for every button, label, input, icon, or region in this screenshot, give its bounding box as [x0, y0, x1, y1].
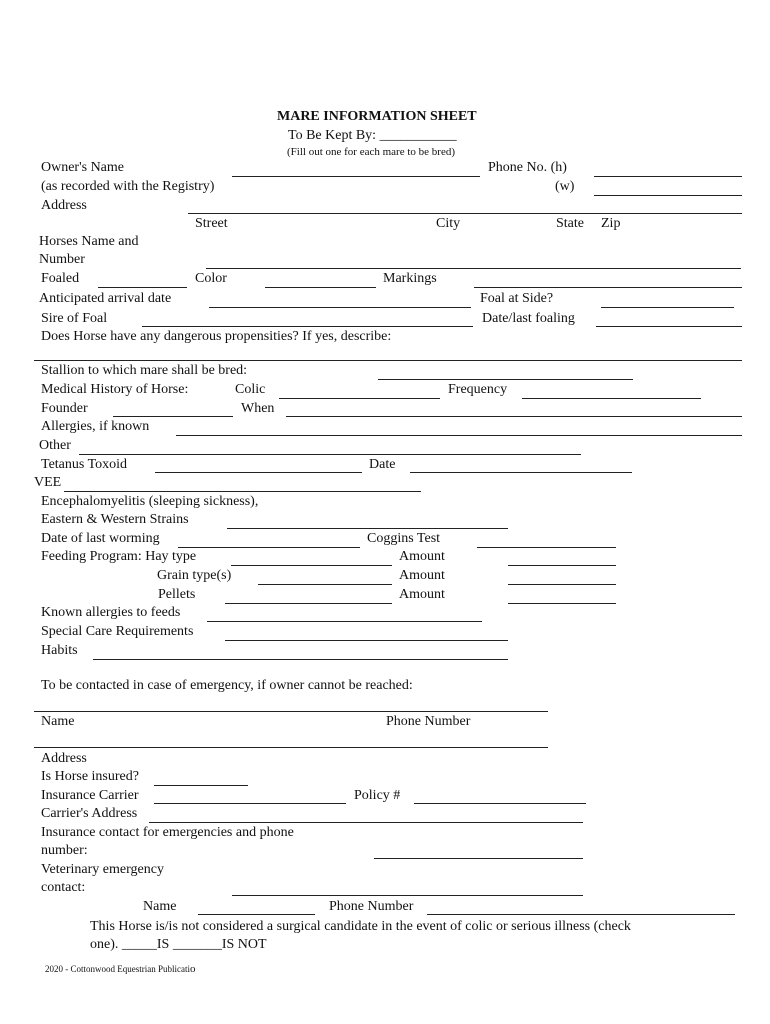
color-label: Color [195, 271, 227, 286]
foal-side-field[interactable] [601, 307, 734, 308]
coggins-label: Coggins Test [367, 531, 441, 546]
eastern-western-label: Eastern & Western Strains [41, 512, 189, 527]
vet-phone-label: Phone Number [329, 899, 414, 914]
grain-type-field[interactable] [258, 584, 392, 585]
markings-label: Markings [383, 271, 437, 286]
vet-name-field[interactable] [198, 914, 315, 915]
last-foaling-label: Date/last foaling [482, 311, 575, 326]
allergies-field[interactable] [176, 435, 742, 436]
other-field[interactable] [79, 454, 581, 455]
sire-label: Sire of Foal [41, 311, 108, 326]
grain-amount-field[interactable] [508, 584, 616, 585]
pellets-amount-field[interactable] [508, 603, 616, 604]
vet-name-label: Name [143, 899, 177, 914]
address-label: Address [41, 198, 87, 213]
known-allergies-field[interactable] [207, 621, 482, 622]
kept-by-label: To Be Kept By: ___________ [288, 128, 457, 143]
when-field[interactable] [286, 416, 742, 417]
carrier-address-label: Carrier's Address [41, 806, 138, 821]
emergency-name-label: Name [41, 714, 75, 729]
owner-name-field[interactable] [232, 176, 480, 177]
insured-label: Is Horse insured? [41, 769, 139, 784]
footer [45, 964, 195, 975]
hay-amount-field[interactable] [508, 565, 616, 566]
founder-label: Founder [41, 401, 88, 416]
known-allergies-label: Known allergies to feeds [41, 605, 181, 620]
horse-name-field[interactable] [206, 268, 741, 269]
foaled-field[interactable] [98, 287, 187, 288]
encephalomyelitis-field[interactable] [227, 528, 508, 529]
special-care-field[interactable] [225, 640, 508, 641]
medical-history-label: Medical History of Horse: [41, 382, 189, 397]
emergency-intro: To be contacted in case of emergency, if owner cannot be reached: [41, 678, 413, 693]
frequency-label: Frequency [448, 382, 508, 397]
surgical-candidate-check[interactable]: one). _____IS _______IS NOT [90, 937, 267, 952]
policy-field[interactable] [414, 803, 586, 804]
city-label: City [436, 216, 461, 231]
emergency-contact-field[interactable] [34, 711, 548, 712]
street-label: Street [195, 216, 228, 231]
feeding-program-label: Feeding Program: Hay type [41, 549, 197, 564]
dangerous-label: Does Horse have any dangerous propensities? If yes, describe: [41, 329, 392, 344]
frequency-field[interactable] [522, 398, 701, 399]
tetanus-date-field[interactable] [410, 472, 632, 473]
other-label: Other [39, 438, 71, 453]
foal-side-label: Foal at Side? [480, 291, 554, 306]
special-care-label: Special Care Requirements [41, 624, 194, 639]
address-field[interactable] [188, 213, 742, 214]
dangerous-field[interactable] [34, 360, 742, 361]
hay-type-field[interactable] [231, 565, 392, 566]
vet-phone-field[interactable] [427, 914, 735, 915]
phone-work-label: (w) [555, 179, 575, 194]
policy-label: Policy # [354, 788, 401, 803]
horse-name-label: Horses Name and [39, 234, 139, 249]
colic-label: Colic [235, 382, 266, 397]
pellets-field[interactable] [225, 603, 392, 604]
vet-contact-label: Veterinary emergency [41, 862, 164, 877]
founder-field[interactable] [113, 416, 233, 417]
encephalomyelitis-label: Encephalomyelitis (sleeping sickness), [41, 494, 259, 509]
owner-name-label: Owner's Name [41, 160, 124, 175]
insurance-contact-label: Insurance contact for emergencies and phone [41, 825, 294, 840]
carrier-address-field[interactable] [149, 822, 583, 823]
insurance-contact-field[interactable] [374, 858, 583, 859]
carrier-label: Insurance Carrier [41, 788, 139, 803]
colic-field[interactable] [279, 398, 440, 399]
habits-field[interactable] [93, 659, 508, 660]
state-label: State [556, 216, 584, 231]
arrival-field[interactable] [209, 307, 471, 308]
pellets-label: Pellets [158, 587, 196, 602]
vet-contact-label-2: contact: [41, 880, 86, 895]
phone-home-label: Phone No. (h) [488, 160, 567, 175]
grain-amount-label: Amount [399, 568, 445, 583]
vet-contact-field[interactable] [232, 895, 583, 896]
tetanus-label: Tetanus Toxoid [41, 457, 128, 472]
worming-label: Date of last worming [41, 531, 160, 546]
tetanus-date-label: Date [369, 457, 396, 472]
color-field[interactable] [265, 287, 376, 288]
vee-field[interactable] [64, 491, 421, 492]
instruction-text: (Fill out one for each mare to be bred) [287, 146, 455, 158]
footer-text: 2020 - Cottonwood Equestrian Publicati [45, 964, 190, 974]
zip-label: Zip [601, 216, 621, 231]
phone-work-field[interactable] [594, 195, 742, 196]
phone-home-field[interactable] [594, 176, 742, 177]
stallion-label: Stallion to which mare shall be bred: [41, 363, 248, 378]
pellets-amount-label: Amount [399, 587, 445, 602]
emergency-phone-label: Phone Number [386, 714, 471, 729]
last-foaling-field[interactable] [596, 326, 742, 327]
foaled-label: Foaled [41, 271, 80, 286]
surgical-candidate-text: This Horse is/is not considered a surgical candidate in the event of colic or serious illness (check [90, 919, 631, 934]
grain-type-label: Grain type(s) [157, 568, 232, 583]
when-label: When [241, 401, 275, 416]
tetanus-field[interactable] [155, 472, 362, 473]
insurance-contact-label-2: number: [41, 843, 88, 858]
insured-field[interactable] [154, 785, 248, 786]
registry-note: (as recorded with the Registry) [41, 179, 215, 194]
stallion-field[interactable] [378, 379, 633, 380]
carrier-field[interactable] [154, 803, 346, 804]
hay-amount-label: Amount [399, 549, 445, 564]
emergency-address-label: Address [41, 751, 87, 766]
worming-field[interactable] [178, 547, 360, 548]
arrival-label: Anticipated arrival date [39, 291, 172, 306]
markings-field[interactable] [474, 287, 742, 288]
emergency-address-field[interactable] [34, 747, 548, 748]
sire-field[interactable] [142, 326, 473, 327]
page-title: MARE INFORMATION SHEET [277, 109, 477, 124]
horse-number-label: Number [39, 252, 85, 267]
footer-glyph: o [189, 963, 196, 975]
habits-label: Habits [41, 643, 78, 658]
vee-label: VEE [34, 475, 62, 490]
allergies-label: Allergies, if known [41, 419, 150, 434]
coggins-field[interactable] [477, 547, 616, 548]
